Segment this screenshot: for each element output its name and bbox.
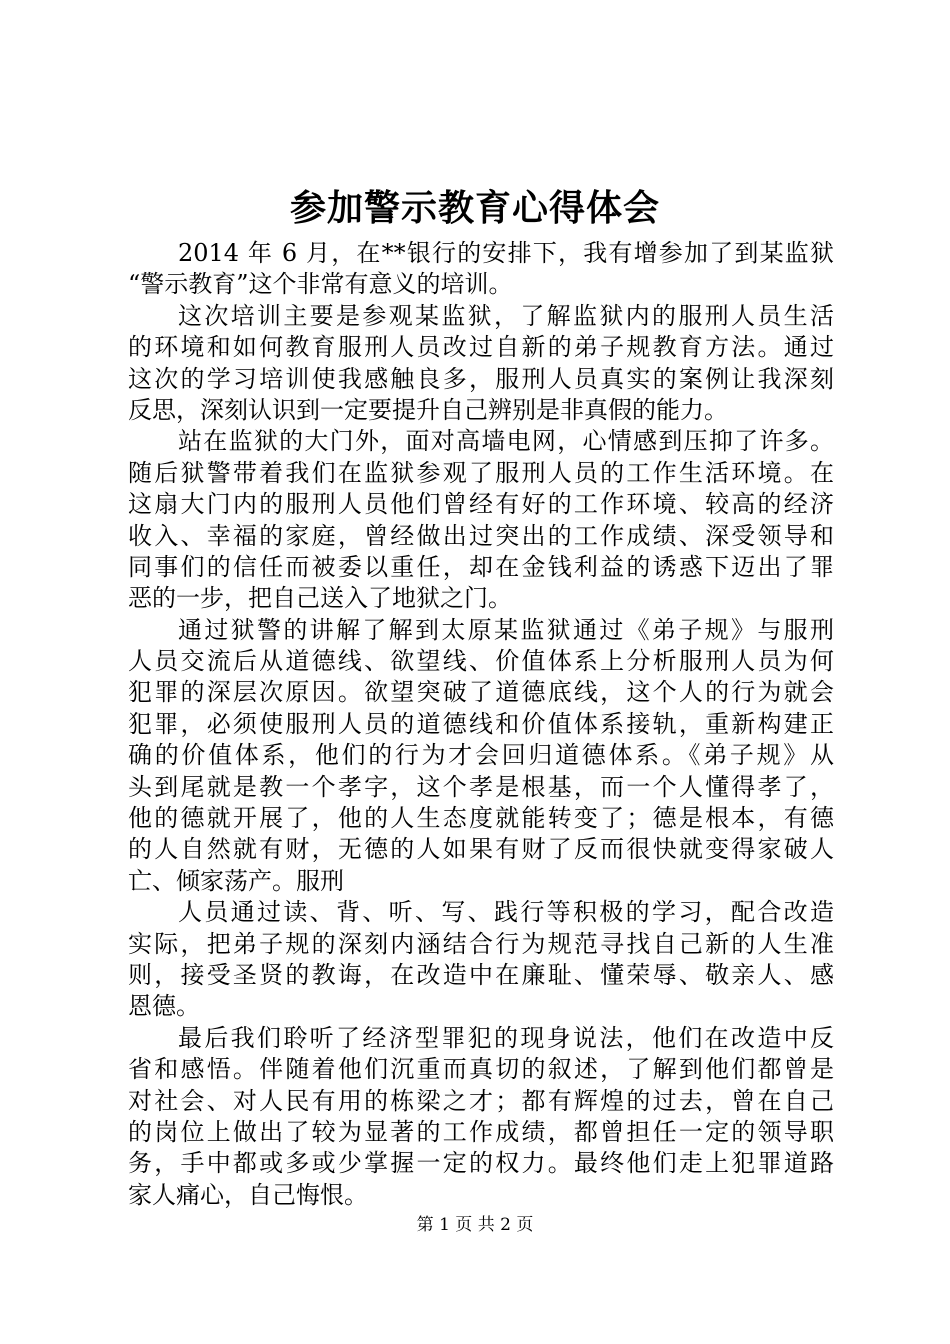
text-line: 的岗位上做出了较为显著的工作成绩，都曾担任一定的领导职 [128,1117,834,1146]
text-line: 这次培训主要是参观某监狱，了解监狱内的服刑人员生活 [178,301,834,330]
text-line: 家人痛心，自己悔恨。 [128,1180,368,1209]
text-line: 省和感悟。伴随着他们沉重而真切的叙述，了解到他们都曾是 [128,1055,834,1084]
text-line: 人员通过读、背、听、写、践行等积极的学习，配合改造 [178,898,834,927]
text-line: 最后我们聆听了经济型罪犯的现身说法，他们在改造中反 [178,1023,834,1052]
document-body [128,238,834,1211]
text-line: 犯罪的深层次原因。欲望突破了道德底线，这个人的行为就会 [128,678,834,707]
text-line: 这次的学习培训使我感触良多，服刑人员真实的案例让我深刻 [128,364,834,393]
page-number-footer: 第 1 页 共 2 页 [416,1215,534,1235]
text-line: “警示教育”这个非常有意义的培训。 [128,270,513,299]
text-line: 收入、幸福的家庭，曾经做出过突出的工作成绩、深受领导和 [128,521,834,550]
text-line: 亡、倾家荡产。服刑 [128,866,344,895]
text-line: 同事们的信任而被委以重任，却在金钱利益的诱惑下迈出了罪 [128,552,834,581]
text-line: 对社会、对人民有用的栋梁之才；都有辉煌的过去，曾在自己 [128,1086,834,1115]
text-line: 人员交流后从道德线、欲望线、价值体系上分析服刑人员为何 [128,647,834,676]
text-line: 随后狱警带着我们在监狱参观了服刑人员的工作生活环境。在 [128,458,834,487]
text-line: 通过狱警的讲解了解到太原某监狱通过《弟子规》与服刑 [178,615,834,644]
text-line: 这扇大门内的服刑人员他们曾经有好的工作环境、较高的经济 [128,490,834,519]
text-line: 犯罪，必须使服刑人员的道德线和价值体系接轨，重新构建正 [128,709,834,738]
text-line: 头到尾就是教一个孝字，这个孝是根基，而一个人懂得孝了， [128,772,834,801]
document-title: 参加警示教育心得体会 [289,187,660,229]
text-line: 务，手中都或多或少掌握一定的权力。最终他们走上犯罪道路 [128,1149,834,1178]
text-line: 恶的一步，把自己送入了地狱之门。 [128,584,512,613]
text-line: 他的德就开展了，他的人生态度就能转变了；德是根本，有德 [128,804,834,833]
text-line: 站在监狱的大门外，面对高墙电网，心情感到压抑了许多。 [178,427,834,456]
text-line: 2014 年 6 月，在**银行的安排下，我有增参加了到某监狱 [178,239,834,267]
text-line: 实际，把弟子规的深刻内涵结合行为规范寻找自己新的人生准 [128,929,834,958]
text-line: 恩德。 [128,992,200,1021]
text-line: 则，接受圣贤的教诲，在改造中在廉耻、懂荣辱、敬亲人、感 [128,960,834,989]
text-line: 的人自然就有财，无德的人如果有财了反而很快就变得家破人 [128,835,834,864]
text-line: 的环境和如何教育服刑人员改过自新的弟子规教育方法。通过 [128,333,834,362]
text-line: 反思，深刻认识到一定要提升自己辨别是非真假的能力。 [128,395,728,424]
text-line: 确的价值体系，他们的行为才会回归道德体系。《弟子规》从 [128,741,834,770]
